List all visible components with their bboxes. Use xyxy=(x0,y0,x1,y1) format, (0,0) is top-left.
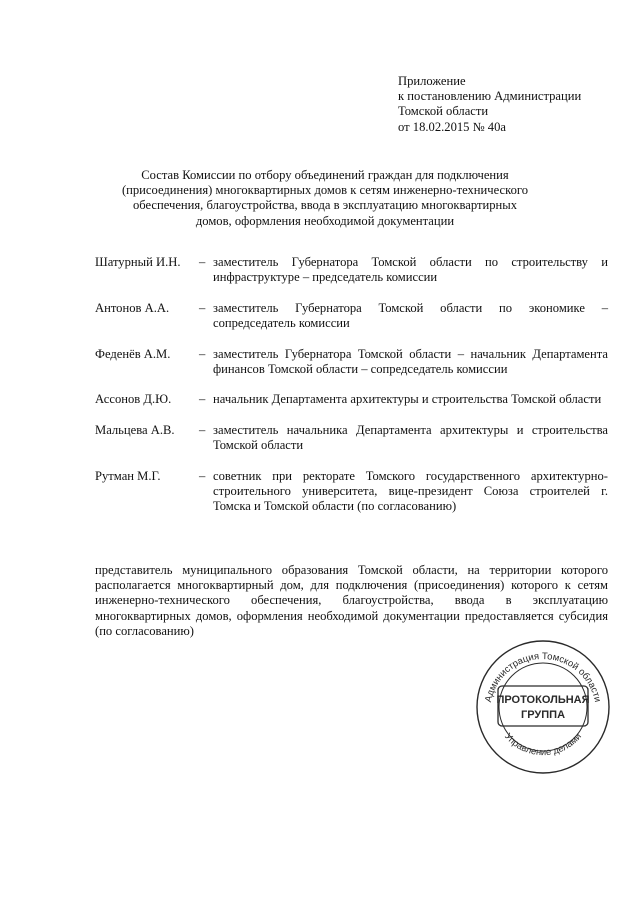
member-row xyxy=(95,255,608,285)
member-name: Феденёв А.М. xyxy=(95,346,171,361)
member-row xyxy=(95,301,608,331)
attachment-date-number: от 18.02.2015 № 40а xyxy=(398,119,506,134)
member-role: заместитель начальника Департамента архитектуры и строительства Томской области xyxy=(213,422,608,453)
member-row xyxy=(95,469,608,515)
member-name: Антонов А.А. xyxy=(95,300,170,315)
member-role: начальник Департамента архитектуры и строительства Томской области xyxy=(213,392,602,407)
attachment-header xyxy=(398,74,628,135)
member-name: Ассонов Д.Ю. xyxy=(95,392,172,407)
member-dash: – xyxy=(199,392,206,407)
title-line: Состав Комиссии по отбору объединений граждан для подключения xyxy=(141,168,509,182)
member-dash: – xyxy=(199,346,206,361)
member-name: Шатурный И.Н. xyxy=(95,255,181,269)
title-line: домов, оформления необходимой документации xyxy=(195,213,455,228)
attachment-region: Томской области xyxy=(398,104,489,119)
stamp-center-line2: ГРУППА xyxy=(520,709,566,721)
member-role: заместитель Губернатора Томской области по экономике – сопредседатель комиссии xyxy=(213,300,608,330)
official-stamp xyxy=(472,636,614,778)
title-line: обеспечения, благоустройства, ввода в эксплуатацию многоквартирных xyxy=(132,198,518,213)
member-dash: – xyxy=(199,255,206,269)
member-name: Рутман М.Г. xyxy=(95,468,161,483)
title-line: (присоединения) многоквартирных домов к сетям инженерно-технического xyxy=(121,183,529,198)
municipal-representative-text: представитель муниципального образования Томской области, на территории которого располагается многоквартирный дом, для подключения (присоединения) которого к сетям инженерно-технического обеспечения, благоустройства, ввода в эксплуатацию многоквартирных домов, оформления необходимой документации предоставляется субсидия (по согласованию) xyxy=(95,563,608,638)
member-row xyxy=(95,347,608,377)
stamp-center-line1: ПРОТОКОЛЬНАЯ xyxy=(496,694,590,706)
attachment-label: Приложение xyxy=(398,74,466,88)
attachment-resolution-ref: к постановлению Администрации xyxy=(398,89,582,104)
stamp-ring-top-text: Администрация Томской области xyxy=(482,650,604,704)
stamp-ring-bottom-text: Управление делами xyxy=(502,731,584,759)
commission-members-list xyxy=(95,255,608,530)
member-role: заместитель Губернатора Томской области – начальник Департамента финансов Томской области – сопредседатель комиссии xyxy=(213,346,608,376)
document-title xyxy=(90,168,560,229)
member-name: Мальцева А.В. xyxy=(95,422,175,437)
member-dash: – xyxy=(199,422,206,437)
member-row xyxy=(95,392,608,407)
member-row xyxy=(95,423,608,453)
member-role: советник при ректорате Томского государственного архитектурно-строительного университета, вице-президент Союза строителей г. Томска и Томской области (по согласованию) xyxy=(213,468,608,514)
member-dash: – xyxy=(199,468,206,483)
member-role: заместитель Губернатора Томской области по строительству и инфраструктуре – председатель комиссии xyxy=(213,255,608,285)
member-dash: – xyxy=(199,300,206,315)
